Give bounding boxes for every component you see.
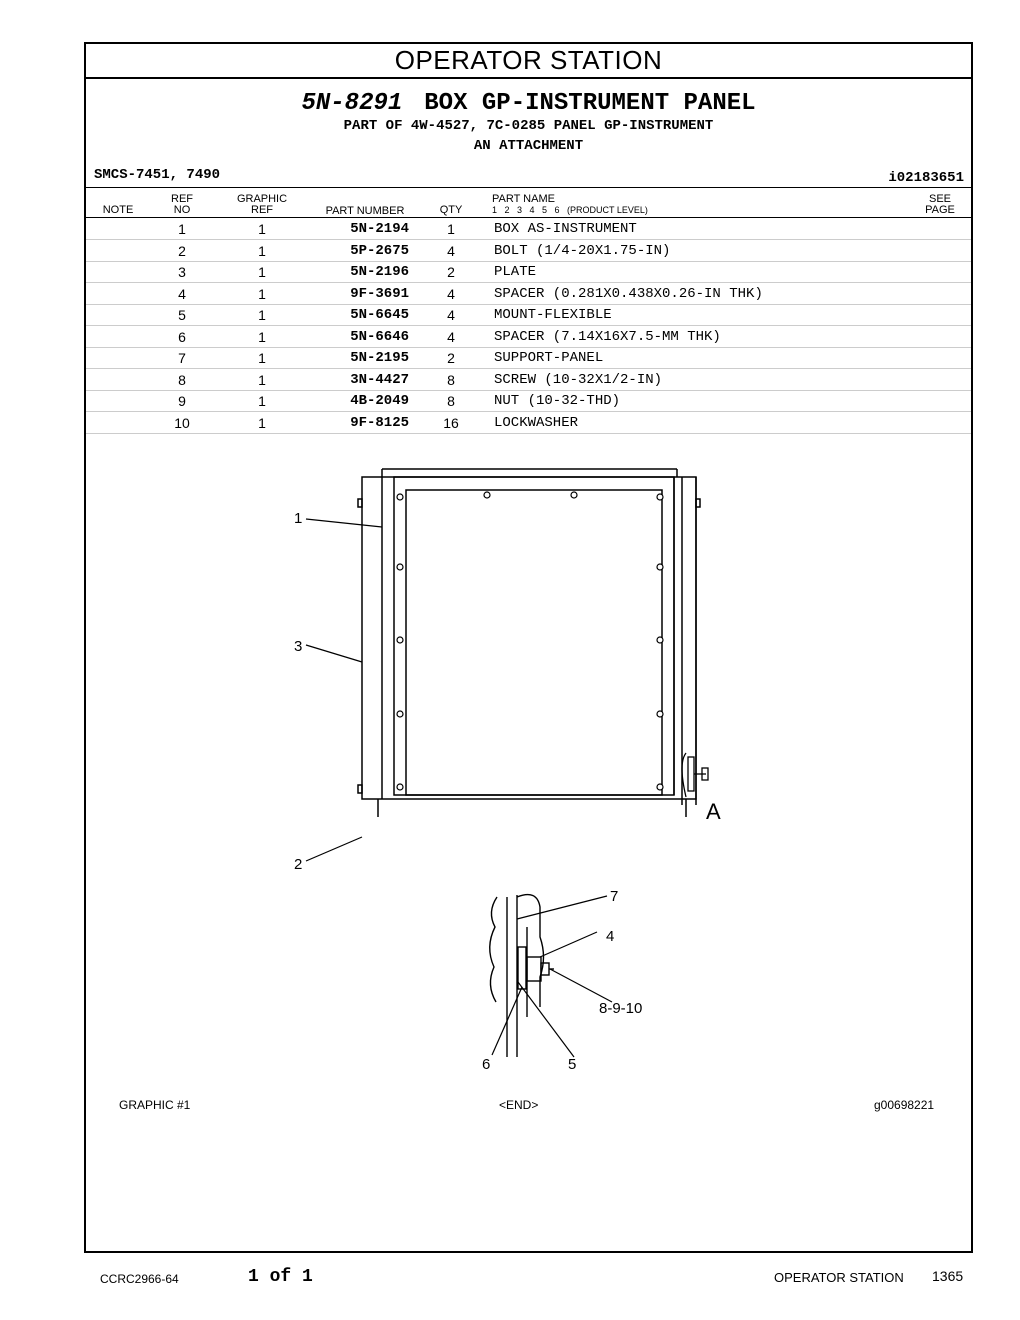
ref-no: 4 bbox=[178, 285, 186, 302]
callout-8-9-10: 8-9-10 bbox=[599, 1000, 643, 1017]
header-see-2: PAGE bbox=[925, 204, 955, 216]
doc-code: CCRC2966-64 bbox=[100, 1272, 179, 1286]
part-name: MOUNT-FLEXIBLE bbox=[494, 307, 612, 323]
part-name: NUT (10-32-THD) bbox=[494, 393, 621, 409]
part-name: PLATE bbox=[494, 264, 537, 280]
header-ref-1: REF bbox=[171, 193, 193, 205]
part-number: 9F-3691 bbox=[350, 285, 409, 302]
quantity: 4 bbox=[447, 328, 455, 345]
ref-no: 2 bbox=[178, 242, 186, 259]
graphic-ref: 1 bbox=[258, 285, 266, 302]
graphic-ref: 1 bbox=[258, 414, 266, 431]
header-ref-2: NO bbox=[173, 204, 191, 216]
detail-view-a bbox=[490, 895, 554, 1057]
ref-no: 7 bbox=[178, 350, 186, 366]
table-row bbox=[86, 261, 971, 283]
part-name: SPACER (0.281X0.438X0.26-IN THK) bbox=[494, 285, 763, 302]
header-note: NOTE bbox=[102, 204, 134, 216]
graphic-ref: 1 bbox=[258, 350, 266, 366]
table-row bbox=[86, 347, 971, 369]
info-id: i02183651 bbox=[888, 170, 964, 186]
callout-3: 3 bbox=[294, 638, 303, 655]
graphic-ref: 1 bbox=[258, 393, 266, 409]
ref-no: 5 bbox=[178, 307, 186, 323]
ref-no: 3 bbox=[178, 264, 186, 280]
quantity: 4 bbox=[447, 307, 455, 323]
ref-no: 9 bbox=[178, 393, 186, 409]
page-count: 1 of 1 bbox=[248, 1267, 313, 1287]
ref-no: 1 bbox=[178, 221, 186, 237]
graphic-ref: 1 bbox=[258, 264, 266, 280]
part-name: SUPPORT-PANEL bbox=[494, 350, 604, 366]
part-number: 5N-2194 bbox=[350, 221, 409, 237]
part-number: 5N-2195 bbox=[350, 350, 409, 366]
quantity: 4 bbox=[447, 242, 455, 259]
graphic-ref: 1 bbox=[258, 328, 266, 345]
header-top-rule bbox=[86, 187, 971, 188]
graphic-caption: GRAPHIC #1 bbox=[119, 1098, 191, 1112]
end-marker: <END> bbox=[499, 1098, 539, 1112]
quantity: 4 bbox=[447, 285, 455, 302]
instrument-box-drawing bbox=[358, 469, 700, 817]
header-see-1: SEE bbox=[928, 193, 951, 205]
part-name: BOLT (1/4-20X1.75-IN) bbox=[494, 242, 671, 259]
part-name: SCREW (10-32X1/2-IN) bbox=[494, 371, 663, 388]
table-row bbox=[86, 283, 971, 305]
callout-1: 1 bbox=[294, 510, 303, 527]
part-of-line: PART OF 4W-4527, 7C-0285 PANEL GP-INSTRUMENT bbox=[343, 118, 714, 134]
header-graphic-1: GRAPHIC bbox=[236, 193, 288, 205]
graphic-ref: 1 bbox=[258, 221, 266, 237]
quantity: 8 bbox=[447, 371, 455, 388]
ref-no: 8 bbox=[178, 371, 186, 388]
callout-4: 4 bbox=[606, 928, 615, 945]
part-number: 4B-2049 bbox=[350, 393, 409, 409]
section-title: OPERATOR STATION bbox=[86, 44, 971, 79]
quantity: 1 bbox=[447, 221, 455, 237]
graphic-id: g00698221 bbox=[874, 1098, 935, 1112]
group-part-number: 5N-8291 bbox=[301, 90, 403, 117]
graphic-ref: 1 bbox=[258, 371, 266, 388]
part-number: 3N-4427 bbox=[350, 371, 409, 388]
callout-7: 7 bbox=[610, 888, 619, 905]
parts-diagram bbox=[282, 457, 742, 1077]
page-number: 1365 bbox=[932, 1268, 964, 1284]
graphic-ref: 1 bbox=[258, 242, 266, 259]
table-row bbox=[86, 326, 971, 348]
mounting-holes bbox=[397, 492, 663, 790]
group-name: BOX GP-INSTRUMENT PANEL bbox=[424, 90, 756, 117]
part-number: 5P-2675 bbox=[350, 242, 409, 259]
header-part-number: PART NUMBER bbox=[325, 205, 405, 217]
attachment-line: AN ATTACHMENT bbox=[473, 138, 584, 154]
part-number: 5N-6645 bbox=[350, 307, 409, 323]
table-row bbox=[86, 369, 971, 391]
page-frame bbox=[84, 42, 973, 1253]
table-row bbox=[86, 304, 971, 326]
callout-5: 5 bbox=[568, 1056, 577, 1073]
part-name: LOCKWASHER bbox=[494, 414, 579, 431]
table-row bbox=[86, 218, 971, 240]
graphic-ref: 1 bbox=[258, 307, 266, 323]
quantity: 2 bbox=[447, 350, 455, 366]
table-row bbox=[86, 390, 971, 412]
part-number: 5N-6646 bbox=[350, 328, 409, 345]
callout-a: A bbox=[706, 799, 721, 824]
smcs-code: SMCS-7451, 7490 bbox=[94, 167, 221, 183]
table-row bbox=[86, 412, 971, 434]
group-heading bbox=[86, 88, 971, 117]
quantity: 2 bbox=[447, 264, 455, 280]
callout-6: 6 bbox=[482, 1056, 491, 1073]
leader-lines bbox=[306, 519, 382, 861]
ref-no: 6 bbox=[178, 328, 186, 345]
table-row bbox=[86, 240, 971, 262]
header-product-level: 1 2 3 4 5 6 (PRODUCT LEVEL) bbox=[492, 205, 648, 215]
part-name: BOX AS-INSTRUMENT bbox=[494, 221, 637, 237]
part-number: 9F-8125 bbox=[350, 414, 409, 431]
quantity: 8 bbox=[447, 393, 455, 409]
header-part-name: PART NAME bbox=[492, 193, 555, 205]
area-a-mount bbox=[682, 753, 708, 797]
header-graphic-2: REF bbox=[251, 204, 273, 216]
callout-2: 2 bbox=[294, 856, 303, 873]
quantity: 16 bbox=[443, 414, 459, 431]
ref-no: 10 bbox=[174, 414, 190, 431]
part-number: 5N-2196 bbox=[350, 264, 409, 280]
header-qty: QTY bbox=[439, 204, 463, 216]
part-name: SPACER (7.14X16X7.5-MM THK) bbox=[494, 328, 721, 345]
footer-section: OPERATOR STATION bbox=[774, 1270, 904, 1285]
detail-leader-lines bbox=[492, 896, 615, 1057]
